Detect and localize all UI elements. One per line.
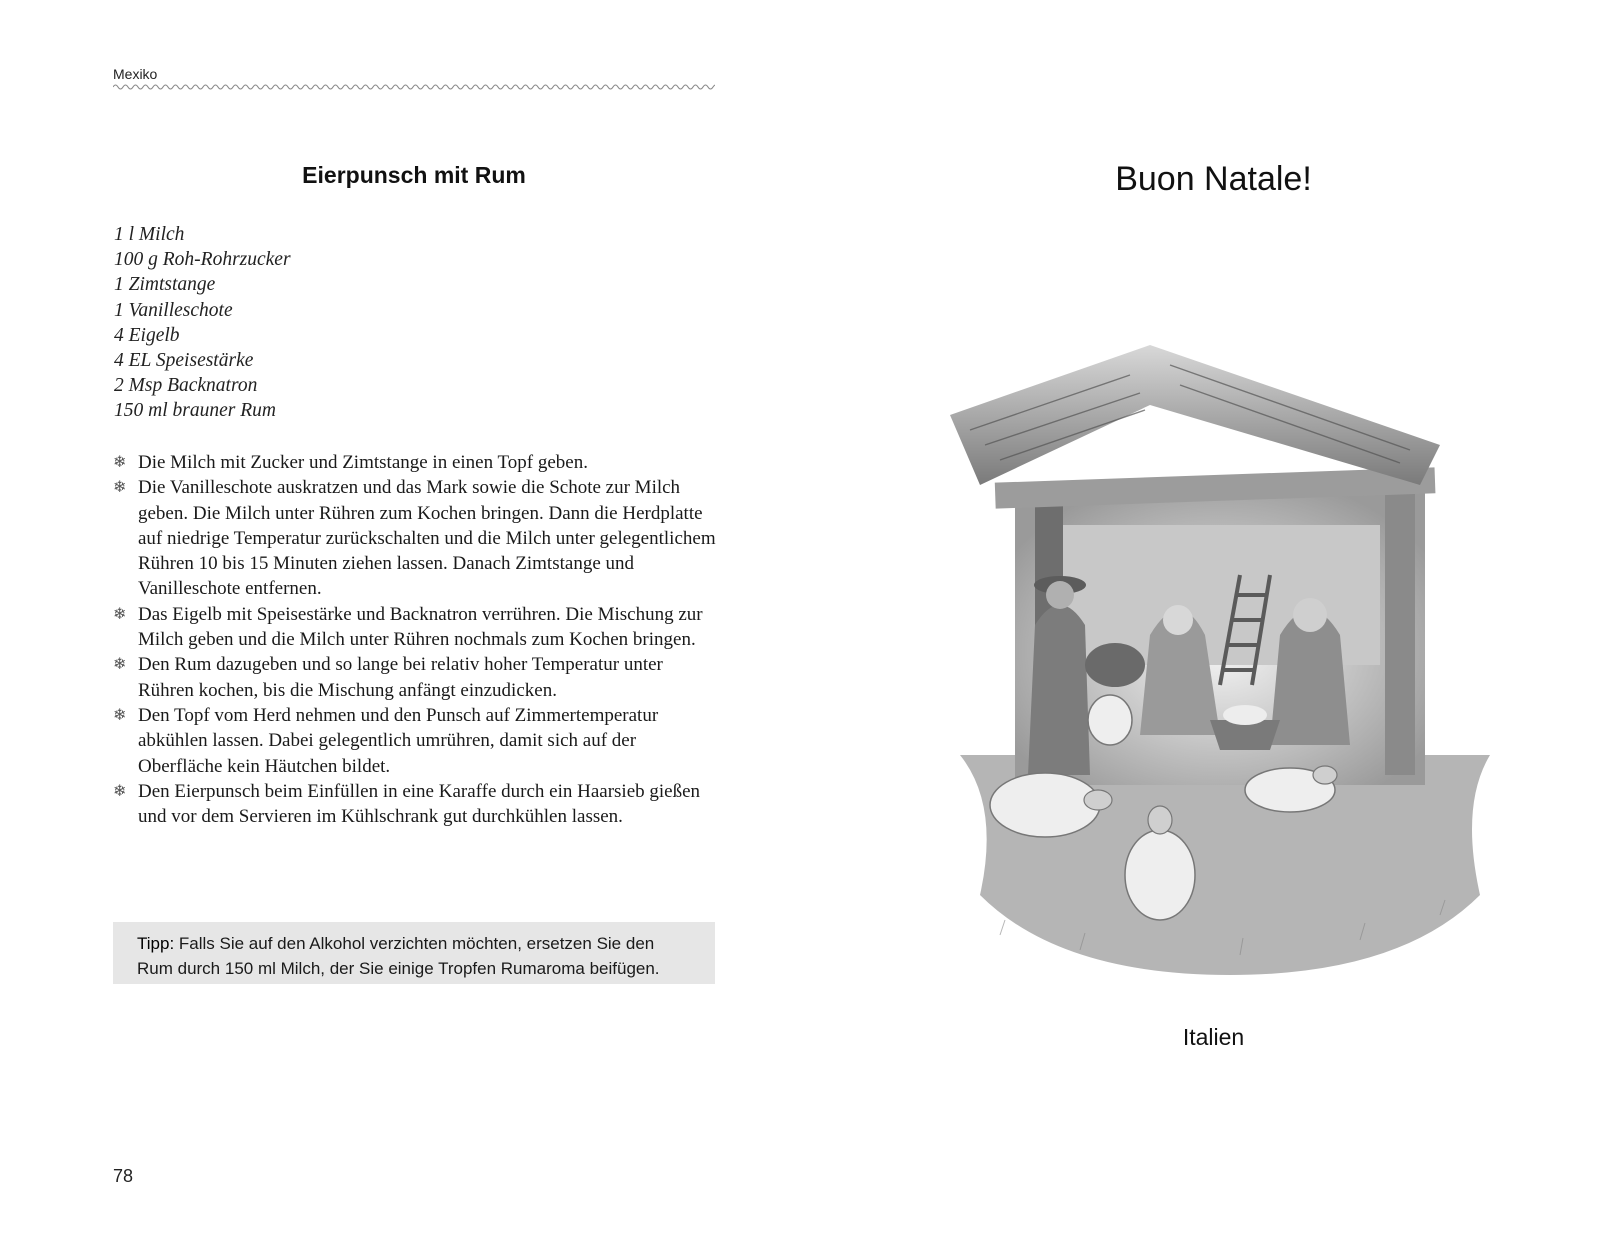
page-number: 78 — [113, 1166, 134, 1186]
instruction-step — [113, 703, 723, 779]
ingredient-item: 2 Msp Backnatron — [114, 375, 258, 397]
ingredient-item: 1 Zimtstange — [114, 274, 216, 296]
snowflake-icon: ❄ — [113, 454, 127, 471]
snowflake-icon: ❄ — [113, 782, 127, 800]
instruction-list — [113, 450, 723, 829]
snowflake-icon: ❄ — [113, 656, 127, 674]
step-text: Den Topf vom Herd nehmen und den Punsch auf Zimmertemperatur abkühlen lassen. Dabei gelegentlich umrühren, damit sich auf der Oberfläche kein Häutchen bildet. — [138, 704, 659, 777]
country-caption: Italien — [1182, 1024, 1245, 1050]
recipe-title: Eierpunsch mit Rum — [302, 162, 526, 188]
tip-box — [113, 922, 715, 984]
step-text: Den Eierpunsch beim Einfüllen in eine Karaffe durch ein Haarsieb gießen und vor dem Servieren im Kühlschrank gut durchkühlen lassen. — [138, 780, 701, 828]
ingredient-item: 150 ml brauner Rum — [114, 400, 276, 422]
tip-text: Falls Sie auf den Alkohol verzichten möchten, ersetzen Sie den Rum durch 150 ml Milch, der Sie einige Tropfen Rumaroma beifügen. — [137, 934, 660, 978]
ingredient-item: 1 Vanilleschote — [114, 299, 233, 321]
step-text: Die Milch mit Zucker und Zimtstange in einen Topf geben. — [138, 452, 588, 473]
snowflake-icon: ❄ — [113, 706, 127, 724]
nativity-scene-illustration — [940, 335, 1510, 990]
step-text: Das Eigelb mit Speisestärke und Backnatron verrühren. Die Mischung zur Milch geben und die Milch unter Rühren nochmals zum Kochen bringen. — [138, 603, 703, 651]
greeting-heading: Buon Natale! — [1115, 160, 1312, 198]
ingredient-list — [114, 222, 291, 424]
tip-label: Tipp: — [137, 934, 175, 953]
instruction-step — [113, 475, 723, 601]
ingredient-item: 100 g Roh-Rohrzucker — [114, 249, 291, 271]
step-text: Den Rum dazugeben und so lange bei relativ hoher Temperatur unter Rühren kochen, bis die Mischung anfängt einzudicken. — [138, 654, 663, 701]
instruction-step — [113, 779, 723, 830]
decorative-wave-rule — [113, 82, 715, 92]
ingredient-item: 4 Eigelb — [114, 324, 180, 346]
ingredient-item: 1 l Milch — [114, 224, 185, 245]
snowflake-icon: ❄ — [113, 605, 127, 623]
instruction-step — [113, 602, 723, 653]
ingredient-item: 4 EL Speisestärke — [114, 350, 254, 372]
snowflake-icon: ❄ — [113, 479, 127, 497]
running-head: Mexiko — [113, 66, 158, 82]
instruction-step — [113, 652, 723, 703]
instruction-step — [113, 450, 723, 475]
step-text: Die Vanilleschote auskratzen und das Mark sowie die Schote zur Milch geben. Die Milch unter Rühren zum Kochen bringen. Dann die Herdplatte auf niedrige Temperatur zurückschalten und die Milch unter gelegentlichem Rühren 10 bis 15 Minuten ziehen lassen. Danach Zimtstange und Vanilleschote entfernen. — [138, 477, 716, 600]
